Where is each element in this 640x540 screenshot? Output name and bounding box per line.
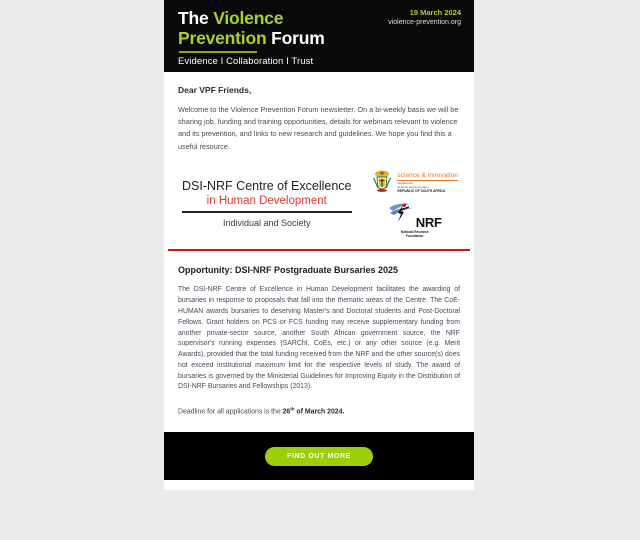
dsi-department-line2: Science and Innovation [397,184,429,189]
nrf-subtitle [401,230,429,238]
deadline-ordinal: th [290,406,295,412]
masthead-meta [388,8,461,28]
salutation: Dear VPF Friends, [178,85,252,95]
intro-section [164,72,474,163]
logo-band [164,163,474,249]
opportunity-section [164,251,474,432]
opportunity-body: The DSI-NRF Centre of Excellence in Human Development facilitates the awarding of bursaries in response to proposals that fall into the thematic areas of the Centre. The CoE-HUMAN awards bursaries to deserving Master's and Doctoral students and Post-Doctoral Fellows. Grant holders on PCS or FCS funding may receive supplementary funding from another private-sector source, another South African government source, the NRF supervisor's running expenses (SARChI, CoEs, etc.) or any other source (e.g. Merit Awards), provided that the total funding received from the NRF and the other source(s) does not exceed institutional maximum limit for the respective levels of study. The award of bursaries is governed by the Ministerial Guidelines for Improving Equity in the Distribution of DSI-NRF Bursaries and Fellowships (2013). [178,286,460,391]
coe-logo-line1: DSI-NRF Centre of Excellence [182,179,352,194]
coe-logo-line3: Individual and Society [222,217,311,228]
coe-logo-divider [182,211,352,213]
title-the: The [178,8,214,28]
nrf-subtitle-line2: Foundation [406,234,424,239]
title-forum: Forum [266,27,325,48]
masthead [164,0,474,72]
deadline-prefix: Deadline for all applications is the [178,408,283,416]
nrf-swoosh-figure-icon [388,202,418,229]
footer-spacer [164,480,474,490]
website-url[interactable]: violence-prevention.org [388,19,461,26]
dsi-country: REPUBLIC OF SOUTH AFRICA [397,189,446,194]
opportunity-title: Opportunity: DSI-NRF Postgraduate Bursaries 2025 [178,265,399,276]
deadline-suffix: of March 2024. [294,408,345,416]
nrf-subtitle-line1: National Research [400,230,429,235]
nrf-wordmark: NRF [415,215,442,231]
tagline: Evidence I Collaboration I Trust [178,56,314,67]
title-prevention: Prevention [178,27,267,48]
nrf-mark [388,202,442,229]
intro-paragraph: Welcome to the Violence Prevention Forum newsletter. On a bi-weekly basis we will be sharing job, funding and training opportunities, details for webinars relevant to violence and its prevention, and links to new research and guidelines. We hope you find this a useful resource. [178,105,459,151]
dsi-logo [371,169,458,198]
cta-band [164,432,474,480]
find-out-more-button[interactable]: FIND OUT MORE [265,447,373,466]
dsi-department-line1: Department: [397,181,414,186]
email-body [164,0,474,490]
deadline-line [178,404,460,418]
coe-logo-line2: in Human Development [206,195,327,208]
south-african-coat-of-arms-icon [371,169,393,198]
deadline-day: 26 [282,408,291,416]
dsi-title: science & innovation [397,171,458,179]
dsi-logo-text [397,173,458,195]
issue-date: 19 March 2024 [409,8,461,17]
government-logos [371,169,460,238]
nrf-logo [388,202,442,238]
title-violence: Violence [213,8,284,28]
tagline-divider [179,51,257,53]
coe-human-logo [178,179,352,229]
